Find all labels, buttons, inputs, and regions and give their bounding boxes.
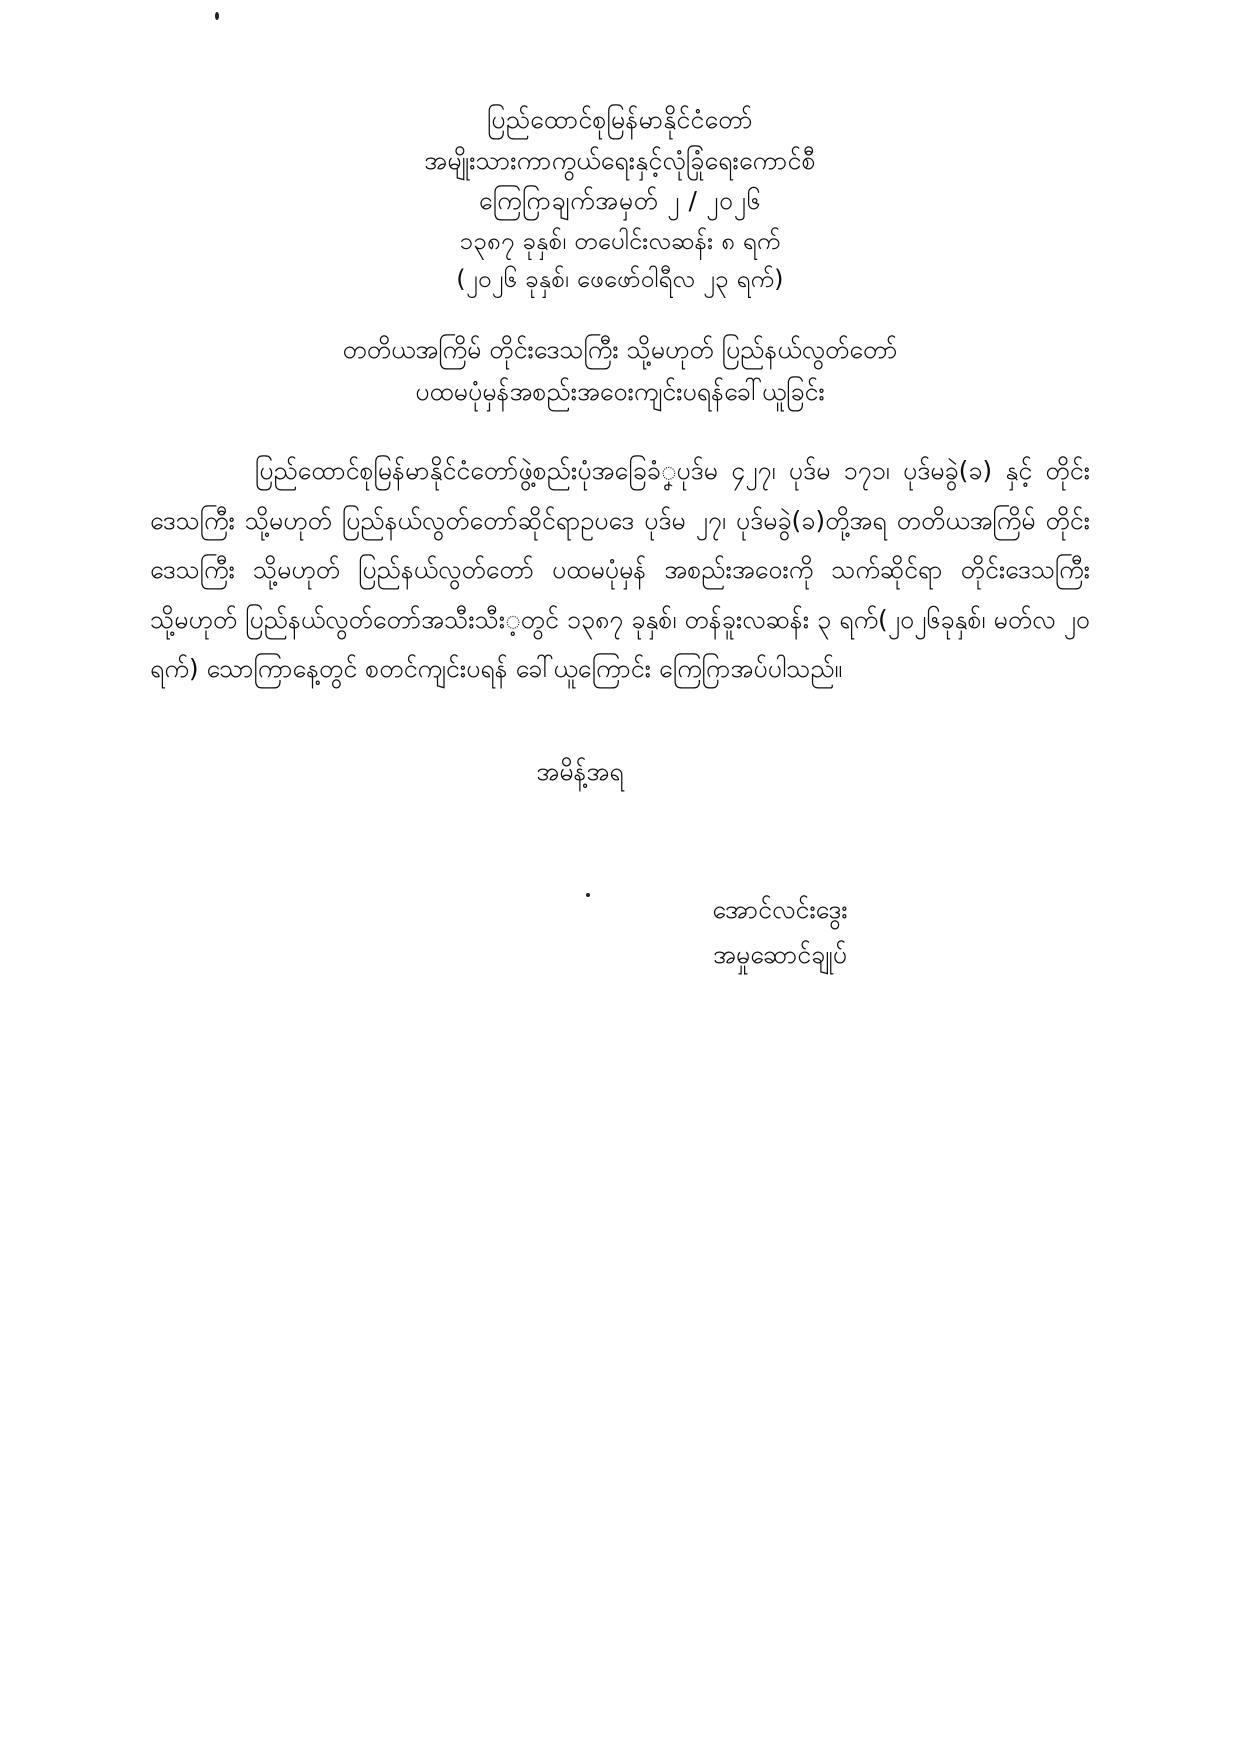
signatory-block <box>150 885 1090 975</box>
issuing-state-name: ပြည်ထောင်စုမြန်မာနိုင်ငံတော် <box>487 105 753 134</box>
page-title-line-1: တတိယအကြိမ် တိုင်းဒေသကြီး သို့မဟုတ် ပြည်နယ်လွတ်တော် <box>342 335 898 365</box>
declaration-number: ကြေဂြာချက်အမှတ် ၂ / ၂၀၂၆ <box>478 186 762 215</box>
document-title <box>150 329 1090 412</box>
burmese-date: ၁၃၈၇ ခုနှစ်၊ တပေါင်းလဆန်း ၈ ရက် <box>459 226 781 255</box>
signatory-position: အမှုဆောင်ချုပ် <box>712 939 847 969</box>
page-title-line-2: ပထမပုံမှန်အစည်းအဝေးကျင်းပရန်ခေါ်ယူခြင်း <box>415 376 825 406</box>
document-header <box>150 100 1090 299</box>
ink-speck <box>586 893 590 897</box>
document-body <box>150 446 1090 694</box>
approval-label: အမိန့်အရ <box>536 756 624 786</box>
ink-speck <box>215 12 219 20</box>
issuing-council-name: အမျိုးသားကာကွယ်ရေးနှင့်လုံခြုံရေးကောင်စီ <box>424 145 816 175</box>
gregorian-date: (၂၀၂၆ ခုနှစ်၊ ဖေဖော်ဝါရီလ ၂၃ ရက်) <box>456 265 784 294</box>
signatory-name: အောင်လင်းဒွေး <box>712 894 848 924</box>
approval-block <box>150 756 1090 793</box>
body-paragraph: ပြည်ထောင်စုမြန်မာနိုင်ငံတော်ဖွဲ့စည်းပုံအခြေခံၞပုဒ်မ ၄၂၇၊ ပုဒ်မ ၁၇၁၊ ပုဒ်မခွဲ(ခ) နှင့် တိုင်းဒေသကြီး သို့မဟုတ် ပြည်နယ်လွတ်တော်ဆိုင်ရာဥပဒေ ပုဒ်မ ၂၇၊ ပုဒ်မခွဲ(ခ)တို့အရ တတိယအကြိမ် တိုင်းဒေသကြီး သို့မဟုတ် ပြည်နယ်လွတ်တော် ပထမပုံမှန် အစည်းအဝေးကို သက်ဆိုင်ရာ တိုင်းဒေသကြီး သို့မဟုတ် ပြည်နယ်လွတ်တော်အသီးသီး့တွင် ၁၃၈၇ ခုနှစ်၊ တန်ခူးလဆန်း ၃ ရက်(၂၀၂၆ခုနှစ်၊ မတ်လ ၂၀ ရက်) သောကြာနေ့တွင် စတင်ကျင်းပရန် ခေါ်ယူကြောင်း ကြေဂြာအပ်ပါသည်။ <box>150 456 1090 684</box>
